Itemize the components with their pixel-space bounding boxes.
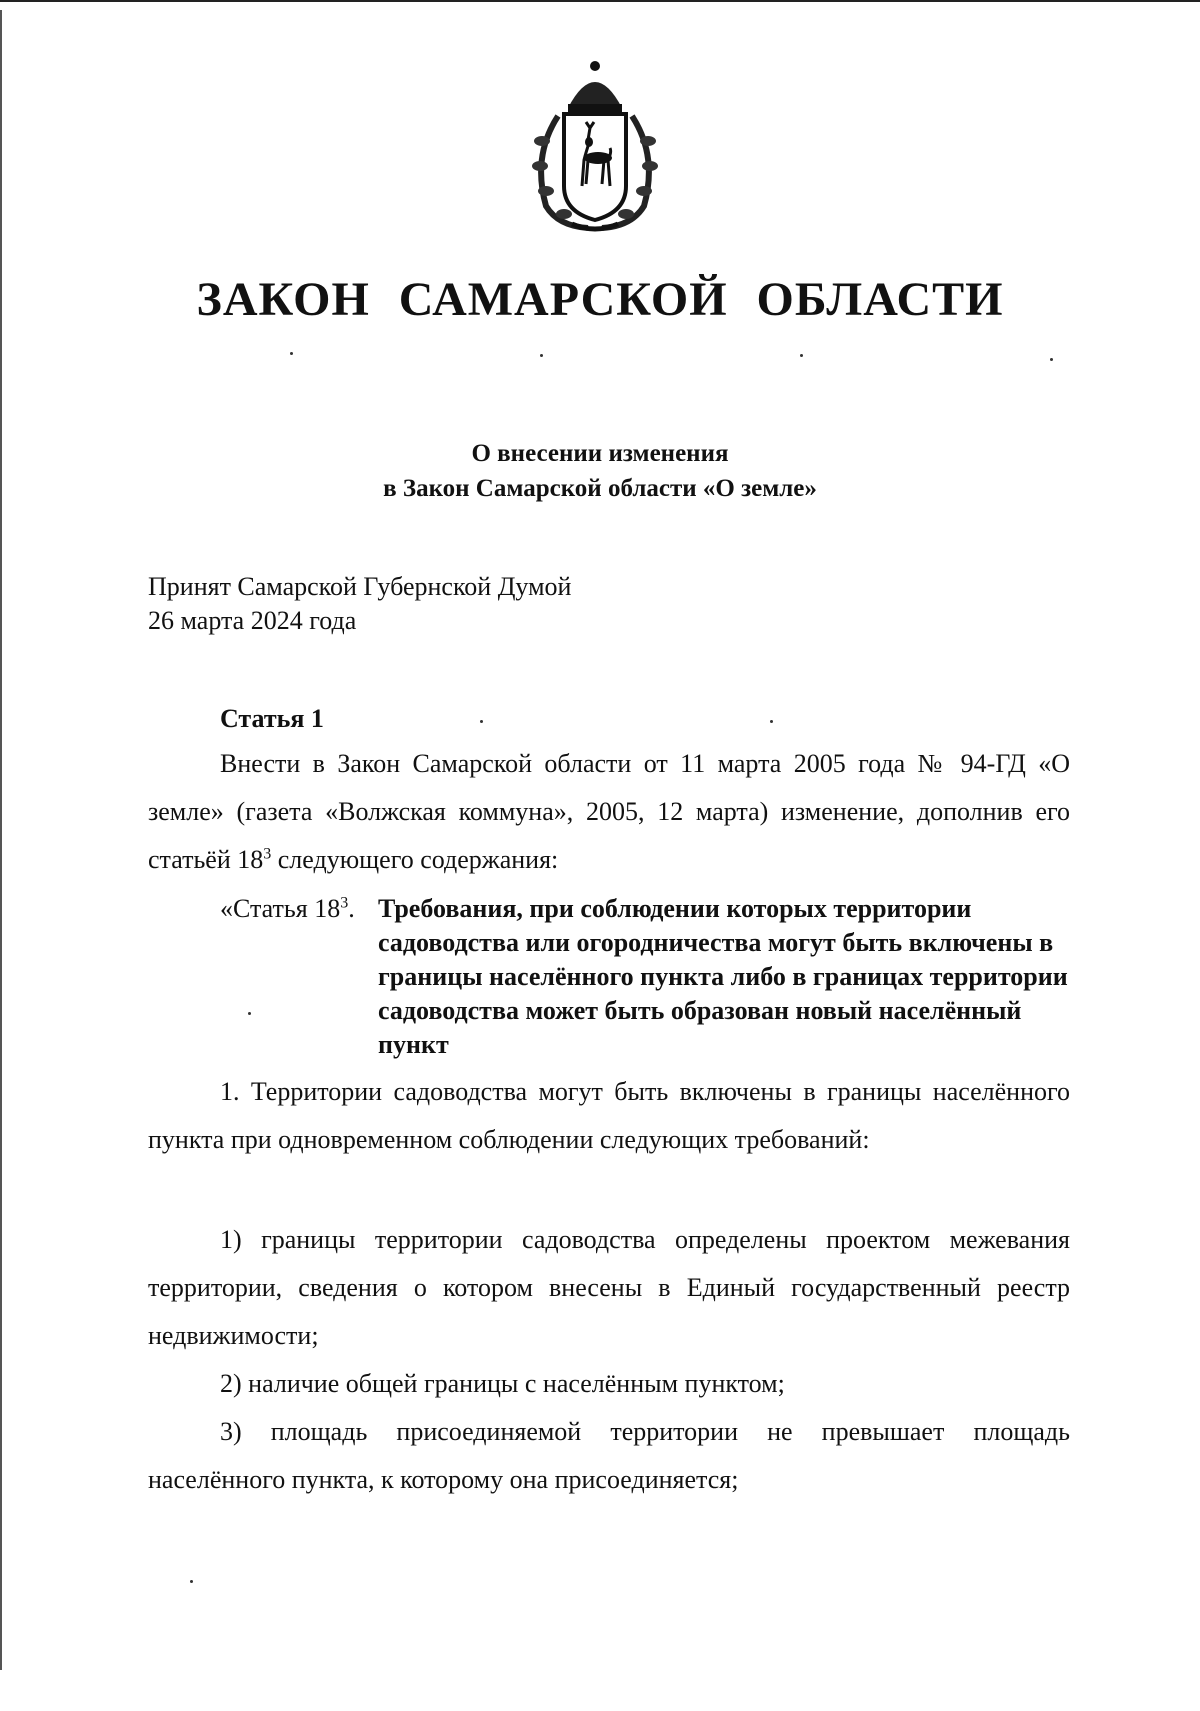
item-2: 2) наличие общей границы с населённым пунктом; bbox=[220, 1369, 785, 1398]
adoption-info bbox=[148, 570, 571, 638]
sub-article-heading: Требования, при соблюдении которых территории садоводства или огородничества могут быть включены в границы населённого пункта либо в границах территории садоводства может быть образован новый населённый пункт bbox=[378, 894, 1068, 1059]
point-1: 1. Территории садоводства могут быть включены в границы населённого пункта при одновременном соблюдении следующих требований: bbox=[148, 1077, 1070, 1154]
article-text: Внести в Закон Самарской области от 11 марта 2005 года № 94-ГД «О земле» (газета «Волжская коммуна», 2005, 12 марта) изменение, дополнив его статьёй 18 bbox=[148, 749, 1070, 874]
sub-article-superscript: 3 bbox=[340, 894, 349, 912]
law-title: ЗАКОН САМАРСКОЙ ОБЛАСТИ bbox=[196, 273, 1004, 326]
item-3: 3) площадь присоединяемой территории не превышает площадь населённого пункта, к которому она присоединяется; bbox=[148, 1417, 1070, 1494]
scan-speck bbox=[540, 354, 543, 357]
sub-article-lead-text: «Статья 18 bbox=[220, 894, 341, 923]
law-subject bbox=[0, 436, 1200, 506]
samara-region-coat-of-arms-icon bbox=[528, 56, 662, 234]
scan-left-border bbox=[0, 10, 2, 1670]
scan-speck bbox=[290, 352, 293, 355]
scan-speck bbox=[770, 720, 773, 723]
item-1: 1) границы территории садоводства определены проектом межевания территории, сведения о котором внесены в Единый государственный реестр недвижимости; bbox=[148, 1225, 1070, 1350]
scan-speck bbox=[800, 354, 803, 357]
adopted-by: Принят Самарской Губернской Думой bbox=[148, 572, 572, 601]
scan-speck bbox=[1050, 358, 1053, 361]
law-subject-line2: в Закон Самарской области «О земле» bbox=[383, 475, 817, 502]
sub-article-lead bbox=[220, 892, 355, 926]
scan-speck bbox=[248, 1012, 251, 1015]
article-superscript: 3 bbox=[263, 845, 272, 863]
law-subject-line1: О внесении изменения bbox=[471, 440, 729, 467]
adoption-date: 26 марта 2024 года bbox=[148, 606, 357, 635]
article-heading: Статья 1 bbox=[220, 704, 324, 733]
scan-top-border bbox=[0, 0, 1200, 2]
article-text-end: следующего содержания: bbox=[271, 845, 559, 874]
article-paragraph bbox=[148, 740, 1070, 884]
scan-speck bbox=[480, 720, 483, 723]
scan-speck bbox=[190, 1580, 193, 1583]
sub-article-lead-dot: . bbox=[348, 894, 355, 923]
